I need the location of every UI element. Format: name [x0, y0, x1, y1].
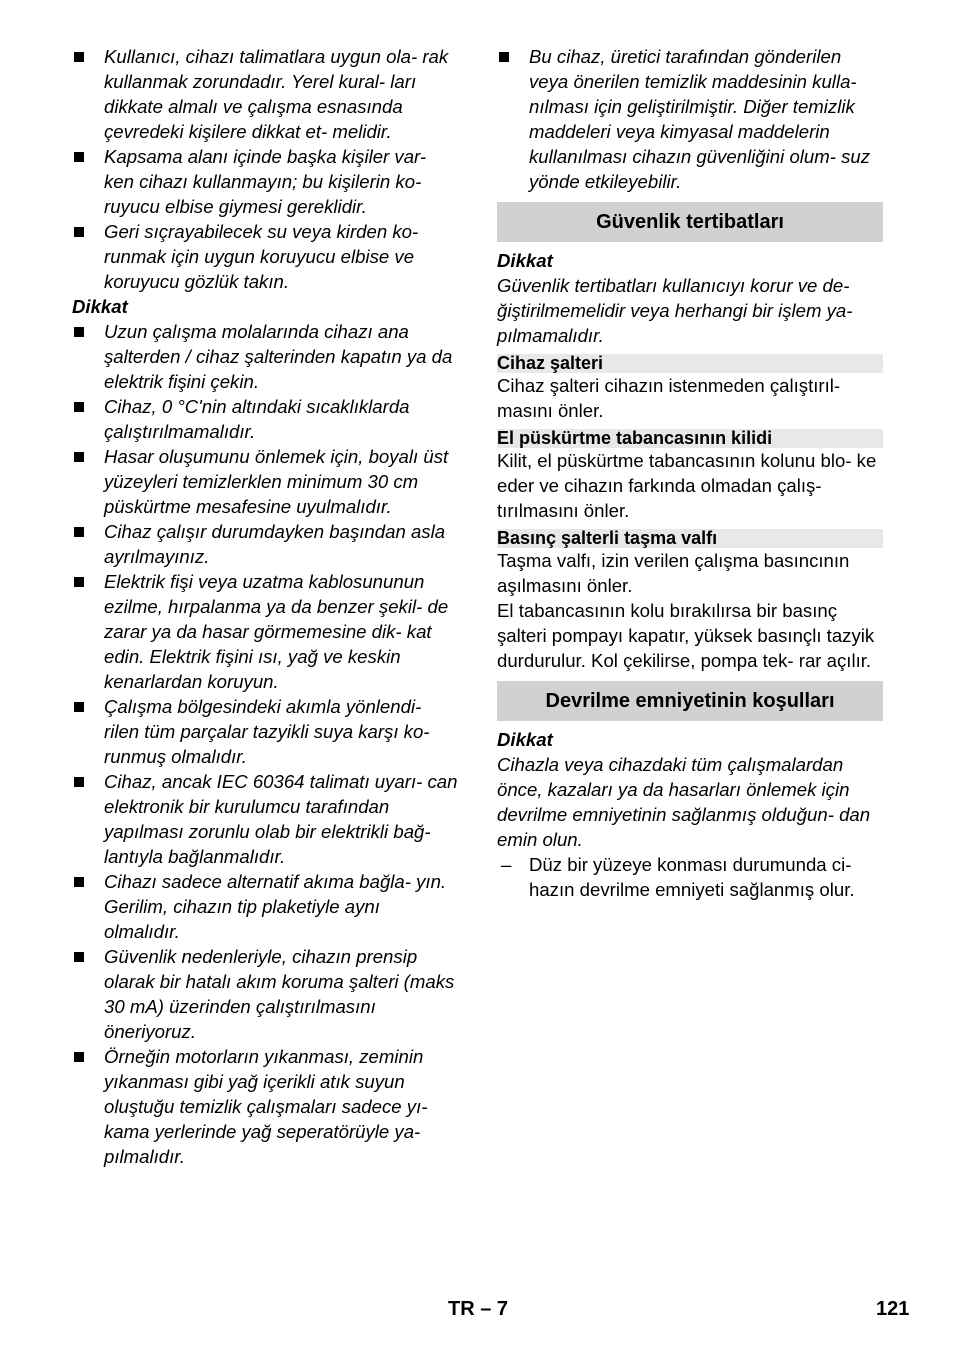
square-bullet-icon [74, 402, 84, 412]
square-bullet-icon [74, 227, 84, 237]
body-text: El tabancasının kolu bırakılırsa bir basınç şalteri pompayı kapatır, yüksek basınçlı tazyik durdurulur. Kol çekilirse, pompa tek- rar açılır. [497, 600, 875, 671]
square-bullet-icon [74, 152, 84, 162]
section-heading-devrilme: Devrilme emniyetinin koşulları [497, 681, 883, 721]
square-bullet-icon [74, 1052, 84, 1062]
footer-section-code: TR – 7 [448, 1298, 509, 1320]
square-bullet-icon [74, 577, 84, 587]
list-item: Çalışma bölgesindeki akımla yönlendi- rilen tüm parçalar tazyikli suya karşı ko- runmuş olmalıdır. [72, 694, 460, 769]
dikkat-text: Cihazla veya cihazdaki tüm çalışmalardan önce, kazaları ya da hasarları önlemek için devrilme emniyetinin sağlanmış olduğun- dan emin olun. [497, 754, 871, 850]
dikkat-text: Güvenlik tertibatları kullanıcıyı korur ve de- ğiştirilmemelidir veya herhangi bir işlem ya- pılmamalıdır. [497, 275, 853, 346]
body-text: Taşma valfı, izin verilen çalışma basıncının aşılmasını önler. [497, 550, 850, 596]
square-bullet-icon [74, 52, 84, 62]
square-bullet-icon [74, 327, 84, 337]
list-item: – Düz bir yüzeye konması durumunda ci- hazın devrilme emniyeti sağlanmış olur. [501, 854, 855, 900]
list-item: Uzun çalışma molalarında cihazı ana şalterden / cihaz şalterinden kapatın ya da elektrik fişini çekin. [72, 319, 460, 394]
square-bullet-icon [74, 777, 84, 787]
list-item: Cihaz çalışır durumdayken başından asla ayrılmayınız. [72, 519, 460, 569]
page-number: 121 [876, 1298, 910, 1320]
body-text: Cihaz şalteri cihazın istenmeden çalıştırıl- masını önler. [497, 375, 841, 421]
square-bullet-icon [74, 702, 84, 712]
square-bullet-icon [74, 452, 84, 462]
bullet-list-b [72, 319, 460, 1169]
list-item: Cihaz, ancak IEC 60364 talimatı uyarı- can elektronik bir kurulumcu tarafından yapılması zorunlu olab bir elektrikli bağ- lantıyla bağlanmalıdır. [72, 769, 460, 869]
left-column [72, 44, 460, 1169]
list-item: Kapsama alanı içinde başka kişiler var- ken cihazı kullanmayın; bu kişilerin ko- ruyucu elbise giymesi gereklidir. [72, 144, 460, 219]
list-item: Elektrik fişi veya uzatma kablosununun ezilme, hırpalanma ya da benzer şekil- de zarar ya da hasar görmemesine dik- kat edin. Elektrik fişini ısı, yağ ve keskin kenarlardan koruyun. [72, 569, 460, 694]
dash-bullet-icon: – [501, 854, 512, 875]
body-text: Kilit, el püskürtme tabancasının kolunu blo- ke eder ve cihazın farkında olmadan çalış- tırılmasını önler. [497, 450, 877, 521]
subheading-tabanca-kilidi: El püskürtme tabancasının kilidi [497, 429, 883, 448]
right-column [497, 44, 883, 902]
square-bullet-icon [499, 52, 509, 62]
subheading-cihaz-salteri: Cihaz şalteri [497, 354, 883, 373]
list-item: Cihaz, 0 °C'nin altındaki sıcaklıklarda çalıştırılmamalıdır. [72, 394, 460, 444]
dikkat-label: Dikkat [72, 296, 128, 317]
square-bullet-icon [74, 877, 84, 887]
dikkat-label: Dikkat [497, 729, 553, 750]
list-item: Örneğin motorların yıkanması, zeminin yıkanması gibi yağ içerikli atık suyun oluştuğu temizlik çalışmaları sadece yı- kama yerlerinde yağ seperatörüyle ya- pılmalıdır. [72, 1044, 460, 1169]
list-item: Bu cihaz, üretici tarafından gönderilen veya önerilen temizlik maddesinin kulla- nılması için geliştirilmiştir. Diğer temizlik maddeleri veya kimyasal maddelerin kullanılması cihazın güvenliğini olum- suz yönde etkileyebilir. [497, 44, 883, 194]
list-item: Geri sıçrayabilecek su veya kirden ko- runmak için uygun koruyucu elbise ve koruyucu gözlük takın. [72, 219, 460, 294]
list-item: Hasar oluşumunu önlemek için, boyalı üst yüzeyleri temizlerklen minimum 30 cm püskürtme mesafesine uyulmalıdır. [72, 444, 460, 519]
list-item: Güvenlik nedenleriyle, cihazın prensip olarak bir hatalı akım koruma şalteri (maks 30 mA) üzerinden çalıştırılmasını öneriyoruz. [72, 944, 460, 1044]
dikkat-label: Dikkat [497, 250, 553, 271]
subheading-tasma-valfi: Basınç şalterli taşma valfı [497, 529, 883, 548]
bullet-list-a [72, 44, 460, 294]
square-bullet-icon [74, 527, 84, 537]
section-heading-guvenlik: Güvenlik tertibatları [497, 202, 883, 242]
list-item: Cihazı sadece alternatif akıma bağla- yın. Gerilim, cihazın tip plaketiyle aynı olmalıdır. [72, 869, 460, 944]
square-bullet-icon [74, 952, 84, 962]
list-item: Kullanıcı, cihazı talimatlara uygun ola- rak kullanmak zorundadır. Yerel kural- ları dikkate almalı ve çalışma esnasında çevredeki kişilere dikkat et- melidir. [72, 44, 460, 144]
